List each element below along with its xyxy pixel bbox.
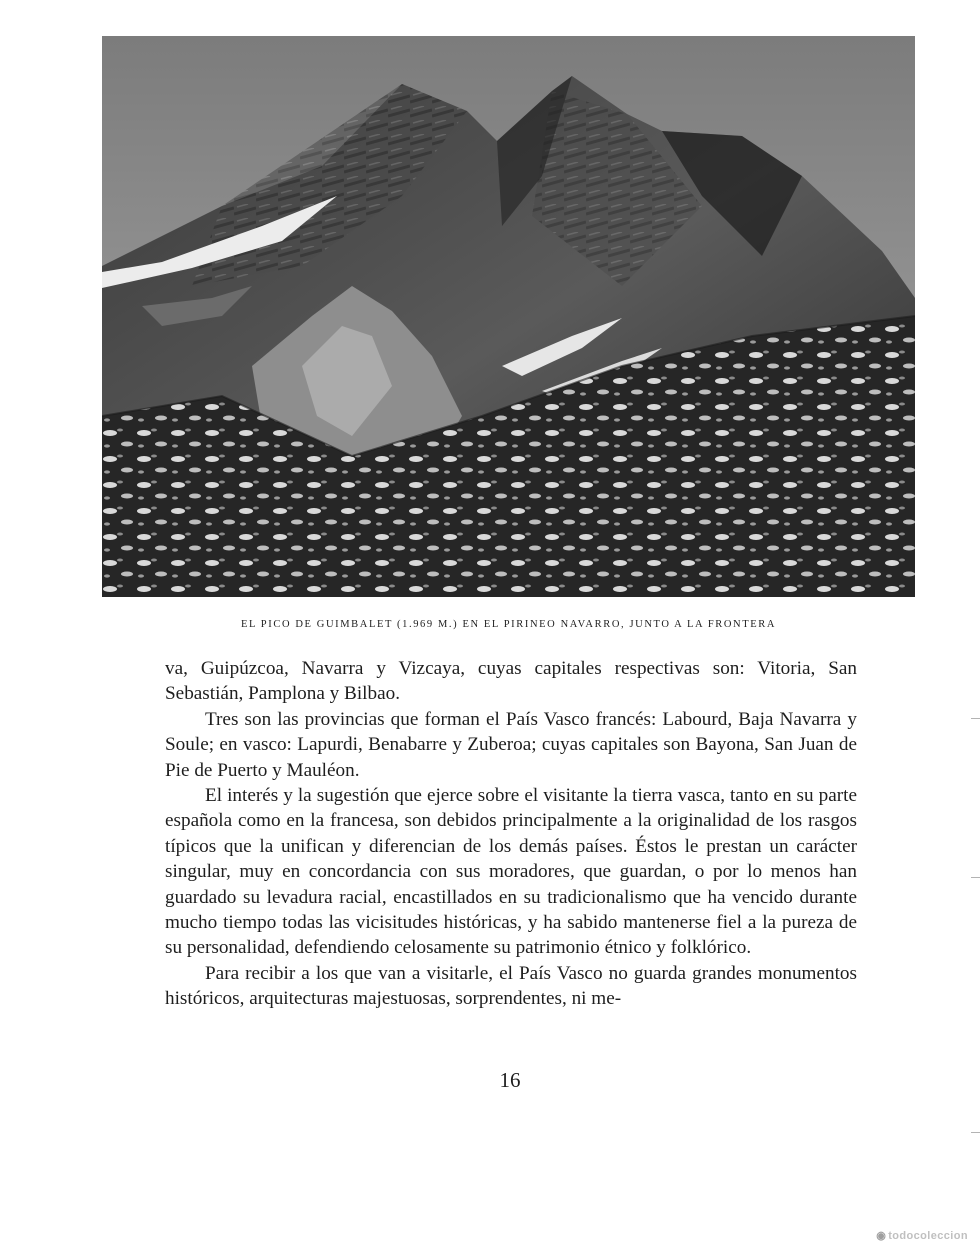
paragraph: Tres son las provincias que forman el País Vasco francés: Labourd, Baja Navarra y Soule; en vasco: Lapurdi, Benabarre y Zuberoa; cuyas capitales son Bayona, San Juan de Pie de Puerto y Mauléon. (165, 708, 857, 781)
paragraph: Para recibir a los que van a visitarle, el País Vasco no guarda grandes monumentos históricos, arquitecturas majestuosas, sorprendentes, ni me- (165, 962, 857, 1010)
paragraph: El interés y la sugestión que ejerce sobre el visitante la tierra vasca, tanto en su parte española como en la francesa, son debidos principalmente a la originalidad de los rasgos típicos que la unifican y diferencian de los demás países. Éstos le prestan un carácter singular, muy en concordancia con sus moradores, que guardan, o por lo menos han guardado su levadura racial, encastillados en su tradicionalismo que ha vencido durante mucho tiempo todas las vicisitudes históricas, y ha sabido mantenerse fiel a la pureza de su personalidad, defendiendo celosamente su patrimonio étnico y folklórico. (165, 785, 857, 959)
watermark (876, 1229, 968, 1242)
paragraph: va, Guipúzcoa, Navarra y Vizcaya, cuyas capitales respectivas son: Vitoria, San Sebastián, Pamplona y Bilbao. (165, 658, 857, 705)
scan-edge-mark (971, 877, 980, 878)
watermark-logo-icon: ◉ (876, 1230, 887, 1242)
mountain-photograph (102, 36, 915, 597)
watermark-text: todocoleccion (888, 1230, 968, 1242)
mountain-photo-drawing (102, 36, 915, 597)
scan-edge-mark (971, 1132, 980, 1133)
photo-caption: EL PICO DE GUIMBALET (1.969 M.) EN EL PIRINEO NAVARRO, JUNTO A LA FRONTERA (240, 619, 777, 630)
body-text (165, 656, 857, 1012)
page-number: 16 (499, 1068, 521, 1092)
scan-edge-mark (971, 718, 980, 719)
